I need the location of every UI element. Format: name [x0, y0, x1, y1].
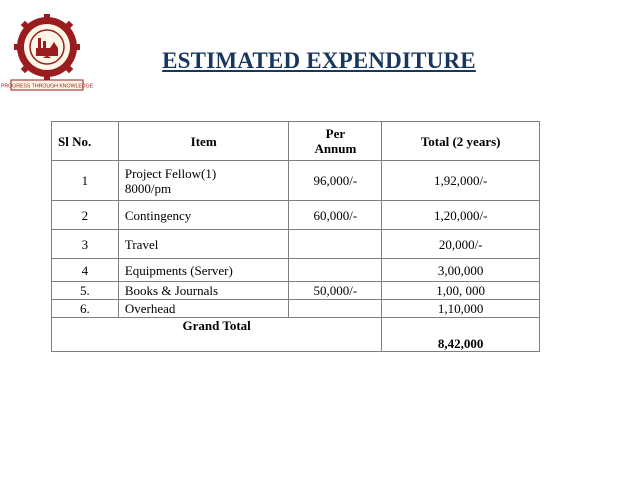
cell-sl: 5. — [52, 282, 119, 300]
cell-item: Contingency — [118, 201, 289, 230]
header-total: Total (2 years) — [382, 122, 540, 161]
table-row — [52, 161, 540, 201]
table-row — [52, 300, 540, 318]
header-per-annum — [289, 122, 382, 161]
table-row — [52, 201, 540, 230]
cell-sl: 6. — [52, 300, 119, 318]
cell-per-annum: 50,000/- — [289, 282, 382, 300]
logo-motto: PROGRESS THROUGH KNOWLEDGE — [0, 83, 94, 90]
cell-item: Equipments (Server) — [118, 259, 289, 282]
cell-per-annum — [289, 230, 382, 259]
table-row — [52, 282, 540, 300]
cell-per-annum — [289, 300, 382, 318]
cell-item-line2: 8000/pm — [124, 180, 172, 196]
cell-item: Travel — [118, 230, 289, 259]
cell-total: 1,92,000/- — [382, 161, 540, 201]
cell-item: Books & Journals — [118, 282, 289, 300]
cell-total: 1,10,000 — [382, 300, 540, 318]
cell-item-line1: Project Fellow(1) — [124, 165, 217, 181]
grand-total-row — [52, 318, 540, 352]
cell-total: 1,20,000/- — [382, 201, 540, 230]
cell-total: 20,000/- — [382, 230, 540, 259]
grand-total-label: Grand Total — [52, 318, 382, 352]
table-header-row — [52, 122, 540, 161]
header-per-annum-line2: Annum — [314, 141, 357, 156]
cell-total: 3,00,000 — [382, 259, 540, 282]
cell-per-annum — [289, 259, 382, 282]
table-row — [52, 230, 540, 259]
cell-total: 1,00, 000 — [382, 282, 540, 300]
cell-per-annum: 60,000/- — [289, 201, 382, 230]
grand-total-value: 8,42,000 — [382, 318, 540, 352]
cell-item: Overhead — [118, 300, 289, 318]
cell-sl: 4 — [52, 259, 119, 282]
cell-sl: 1 — [52, 161, 119, 201]
header-per-annum-line1: Per — [325, 126, 346, 141]
table-row — [52, 259, 540, 282]
header-sl-no: Sl No. — [52, 122, 119, 161]
logo-banner — [1, 80, 94, 90]
page-title: ESTIMATED EXPENDITURE — [162, 48, 476, 73]
cell-per-annum: 96,000/- — [289, 161, 382, 201]
header-item: Item — [118, 122, 289, 161]
cell-sl: 3 — [52, 230, 119, 259]
expenditure-table — [51, 121, 540, 352]
cell-item — [118, 161, 289, 201]
cell-sl: 2 — [52, 201, 119, 230]
